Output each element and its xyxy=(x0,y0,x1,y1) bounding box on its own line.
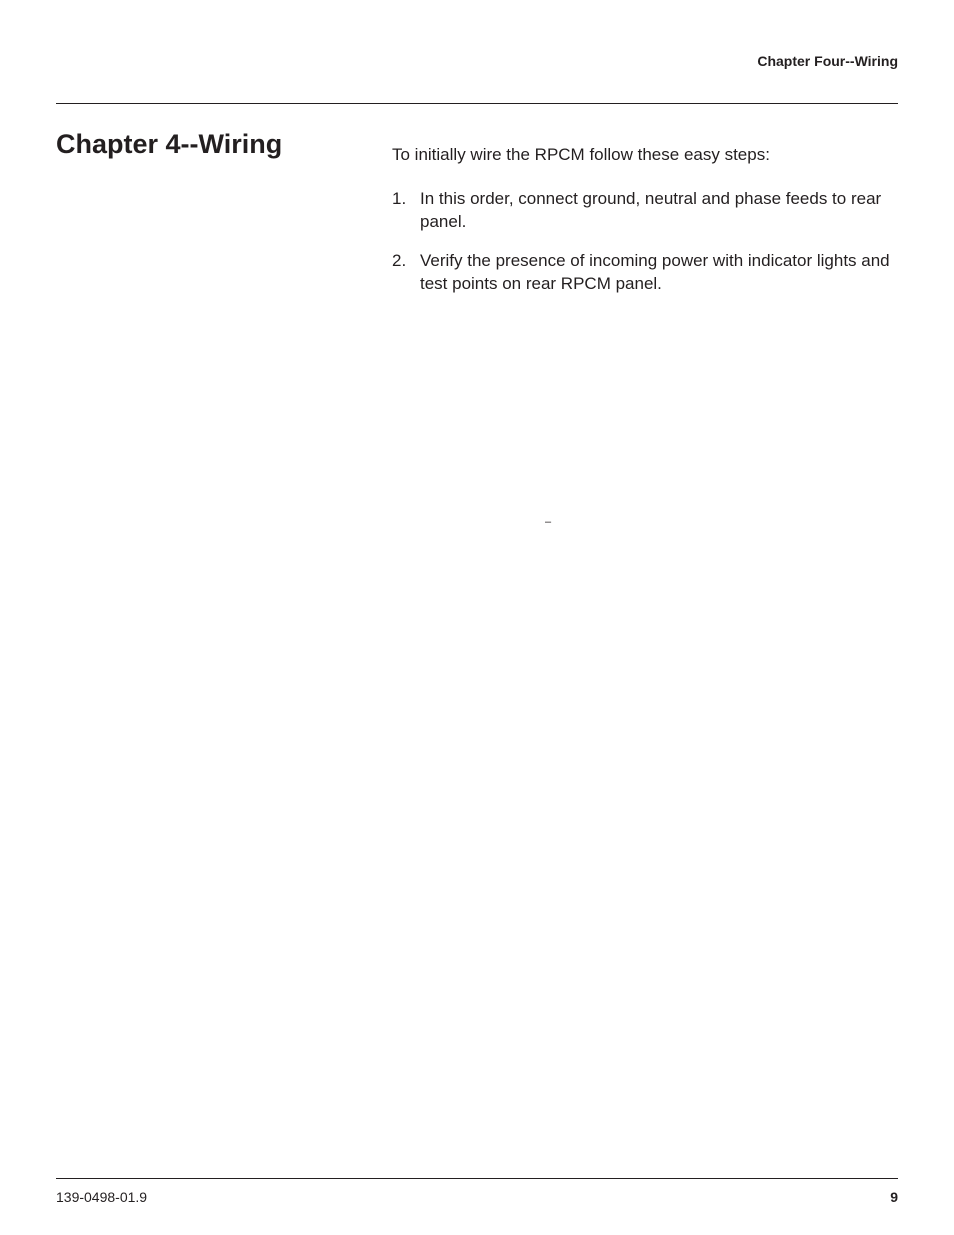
step-number: 1. xyxy=(392,188,407,208)
steps-list xyxy=(392,187,892,296)
list-item xyxy=(392,249,892,296)
footer-divider xyxy=(56,1178,898,1179)
chapter-title: Chapter 4--Wiring xyxy=(56,129,283,159)
page-number: 9 xyxy=(890,1189,898,1205)
document-number: 139-0498-01.9 xyxy=(56,1189,148,1205)
step-text: Verify the presence of incoming power with indicator lights and test points on rear RPCM panel. xyxy=(420,250,890,293)
list-item xyxy=(392,187,892,234)
intro-paragraph: To initially wire the RPCM follow these easy steps: xyxy=(392,145,770,164)
header-divider xyxy=(56,103,898,104)
step-number: 2. xyxy=(392,250,407,270)
step-text: In this order, connect ground, neutral and phase feeds to rear panel. xyxy=(420,188,882,231)
running-header: Chapter Four--Wiring xyxy=(757,53,898,69)
body-text xyxy=(392,143,892,311)
stray-dash-mark: – xyxy=(545,516,552,528)
